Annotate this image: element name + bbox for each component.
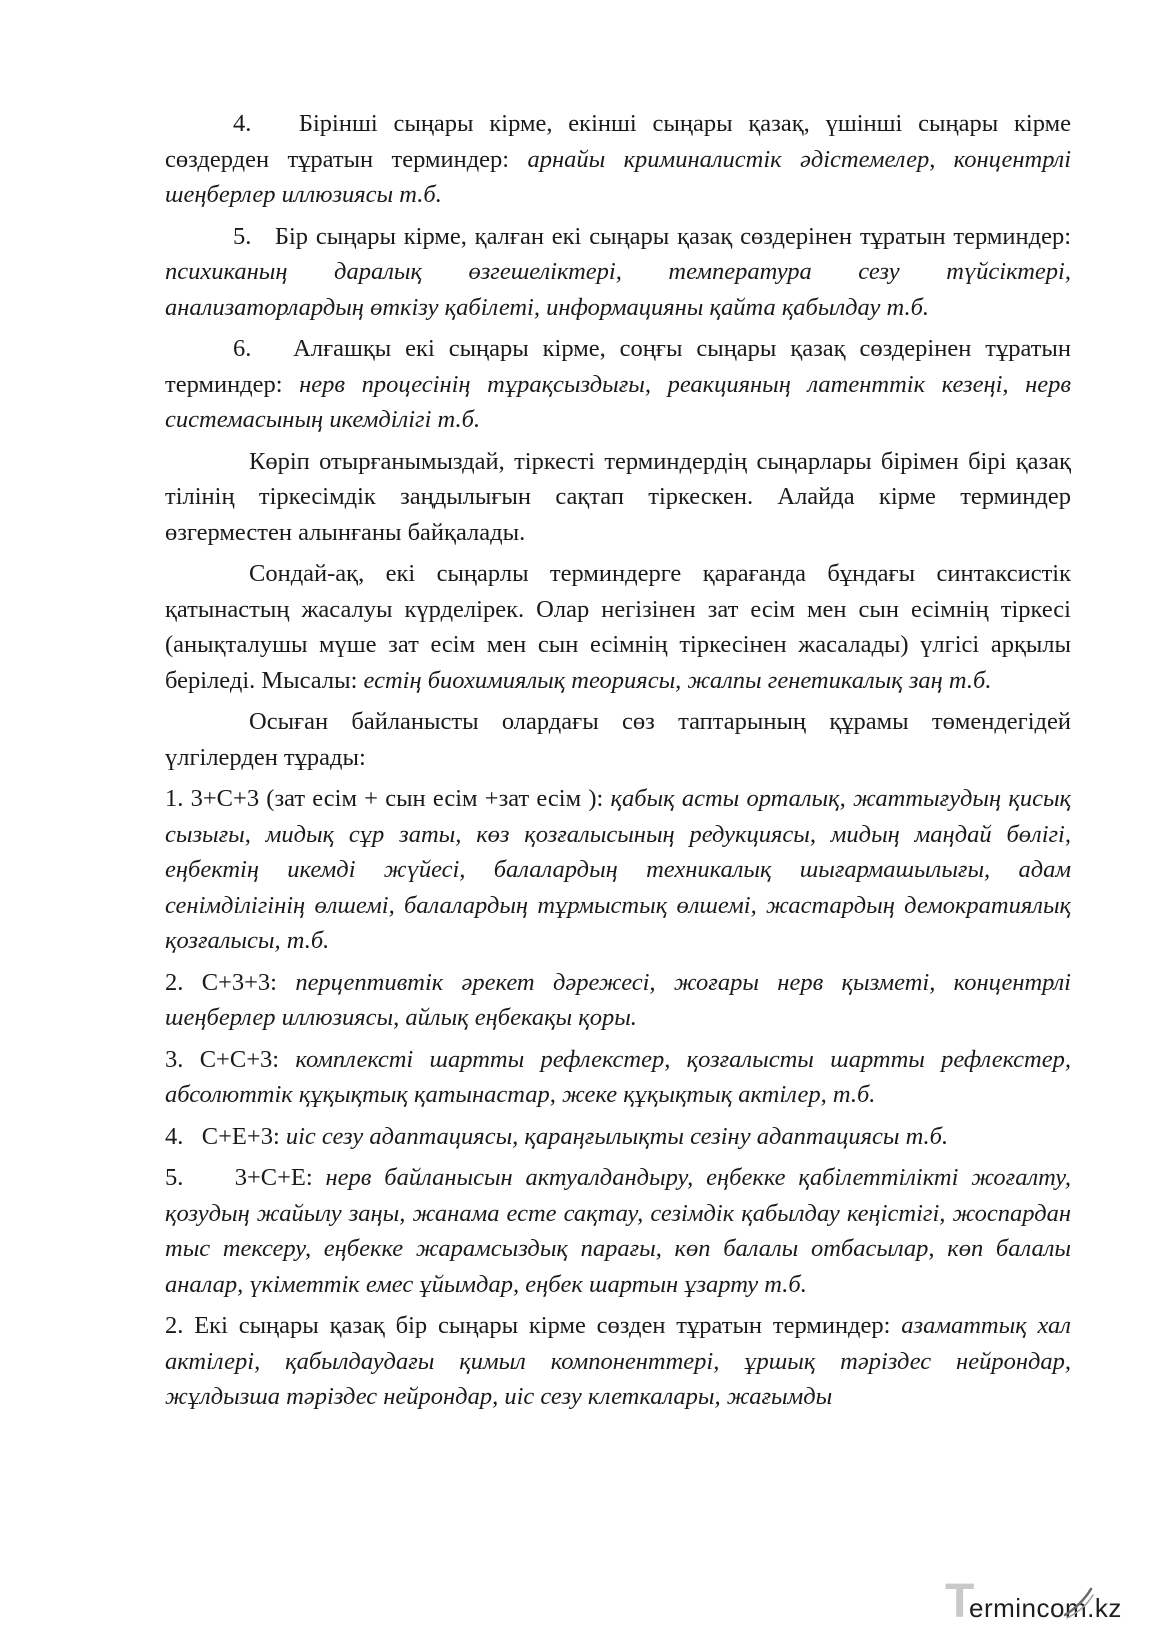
list-item-label: 4. С+Е+3: [165,1122,286,1150]
watermark-text: ermincom.kz [969,1593,1122,1623]
paragraph-number: 6. [233,335,252,362]
list-item-examples: перцептивтік әрекет дәрежесі, жоғары нерв қызметі, концентрлі шеңберлер иллюзиясы, айлық еңбекақы қоры. [165,968,1071,1031]
paragraph-examples: азаматтық хал актілері, қабылдаудағы қимыл компоненттері, ұршық тәріздес нейрондар, жұлдызша тәріздес нейрондар, иіс сезу клеткалары, жағымды [165,1312,1071,1410]
paragraph-number: 4. [233,110,252,137]
list-item-label: 1. 3+С+3 (зат есім + сын есім +зат есім ): [165,785,611,812]
paragraph-examples: нерв процесінің тұрақсыздығы, реакцияның латенттік кезеңі, нерв системасының икемділігі т.б. [165,370,1071,433]
paragraph-text: Алғашқы екі сыңары кірме, соңғы сыңары қазақ сөздерінен тұратын терминдер: [165,335,1071,398]
list-item-examples: комплексті шартты рефлекстер, қозғалысты шартты рефлекстер, абсолюттік құқықтық қатынастар, жеке құқықтық актілер, т.б. [165,1045,1071,1108]
paragraph-examples: арнайы криминалистік әдістемелер, концентрлі шеңберлер иллюзиясы т.б. [165,145,1072,208]
site-watermark [945,1575,1145,1628]
list-item-pattern-5 [165,1160,1071,1302]
list-item-pattern-3 [165,1042,1071,1113]
paragraph-term-group-2 [165,1308,1071,1415]
paragraph-text: Бірінші сыңары кірме, екінші сыңары қазақ, үшінші сыңары кірме сөздерден тұратын терминдер: [165,110,1071,173]
list-item-label: 2. С+3+3: [165,968,296,996]
paragraph-text: Сондай-ақ, екі сыңарлы терминдерге қарағанда бұндағы синтаксистік қатынастың жасалуы күрделірек. Олар негізінен зат есім мен сын есімнің тіркесі (анықталушы мүше зат есім мен сын есімнің тіркесінен жасалады) үлгісі арқылы беріледі. Мысалы: [165,560,1071,694]
paragraph-term-type-5 [165,219,1071,326]
watermark-initial: T [945,1575,975,1628]
list-item-examples: иіс сезу адаптациясы, қараңғылықты сезіну адаптациясы т.б. [285,1122,949,1150]
list-item-pattern-2 [165,965,1071,1036]
paragraph-number: 5. [233,222,252,250]
paragraph-examples: психиканың даралық өзгешеліктері, температура сезу түйсіктері, анализаторлардың өткізу қабілеті, информацияны қайта қабылдау т.б. [165,258,1071,321]
list-item-examples: нерв байланысын актуалдандыру, еңбекке қабілеттілікті жоғалту, қозудың жайылу заңы, жанама есте сақтау, сезімдік қабылдау кеңістігі, жоспардан тыс тексеру, еңбекке жарамсыздық парағы, көп балалы отбасылар, көп балалы аналар, үкіметтік емес ұйымдар, еңбек шартын ұзарту т.б. [165,1164,1071,1298]
paragraph-examples: естің биохимиялық теориясы, жалпы генетикалық заң т.б. [363,666,992,694]
list-item-label: 3. С+С+3: [165,1045,296,1073]
paragraph-syntax [165,556,1071,698]
list-item-label: 5. 3+С+Е: [165,1164,326,1191]
paragraph-text: 2. Екі сыңары қазақ бір сыңары кірме сөзден тұратын терминдер: [165,1312,902,1339]
paragraph-text: Бір сыңары кірме, қалған екі сыңары қазақ сөздерінен тұратын терминдер: [274,222,1072,250]
swoosh-icon [1061,1585,1095,1621]
list-item-pattern-1 [165,781,1071,959]
paragraph-term-type-6 [165,331,1071,438]
paragraph-observation: Көріп отырғанымыздай, тіркесті терминдердің сыңарлары бірімен бірі қазақ тілінің тіркесімдік заңдылығын сақтап тіркескен. Алайда кірме терминдер өзгерместен алынғаны байқалады. [165,447,1071,546]
list-item-pattern-4 [165,1119,1071,1155]
paragraph-term-type-4 [165,106,1071,213]
paragraph-patterns-intro: Осыған байланысты олардағы сөз таптарының құрамы төмендегідей үлгілерден тұрады: [165,708,1071,771]
list-item-examples: қабық асты орталық, жаттығудың қисық сызығы, мидық сұр заты, көз қозғалысының редукциясы, мидың маңдай бөлігі, еңбектің икемді жүйесі, балалардың техникалық шығармашылығы, адам сенімділігінің өлшемі, балалардың тұрмыстық өлшемі, жастардың демократиялық қозғалысы, т.б. [165,785,1071,954]
body-text [165,106,1071,1421]
